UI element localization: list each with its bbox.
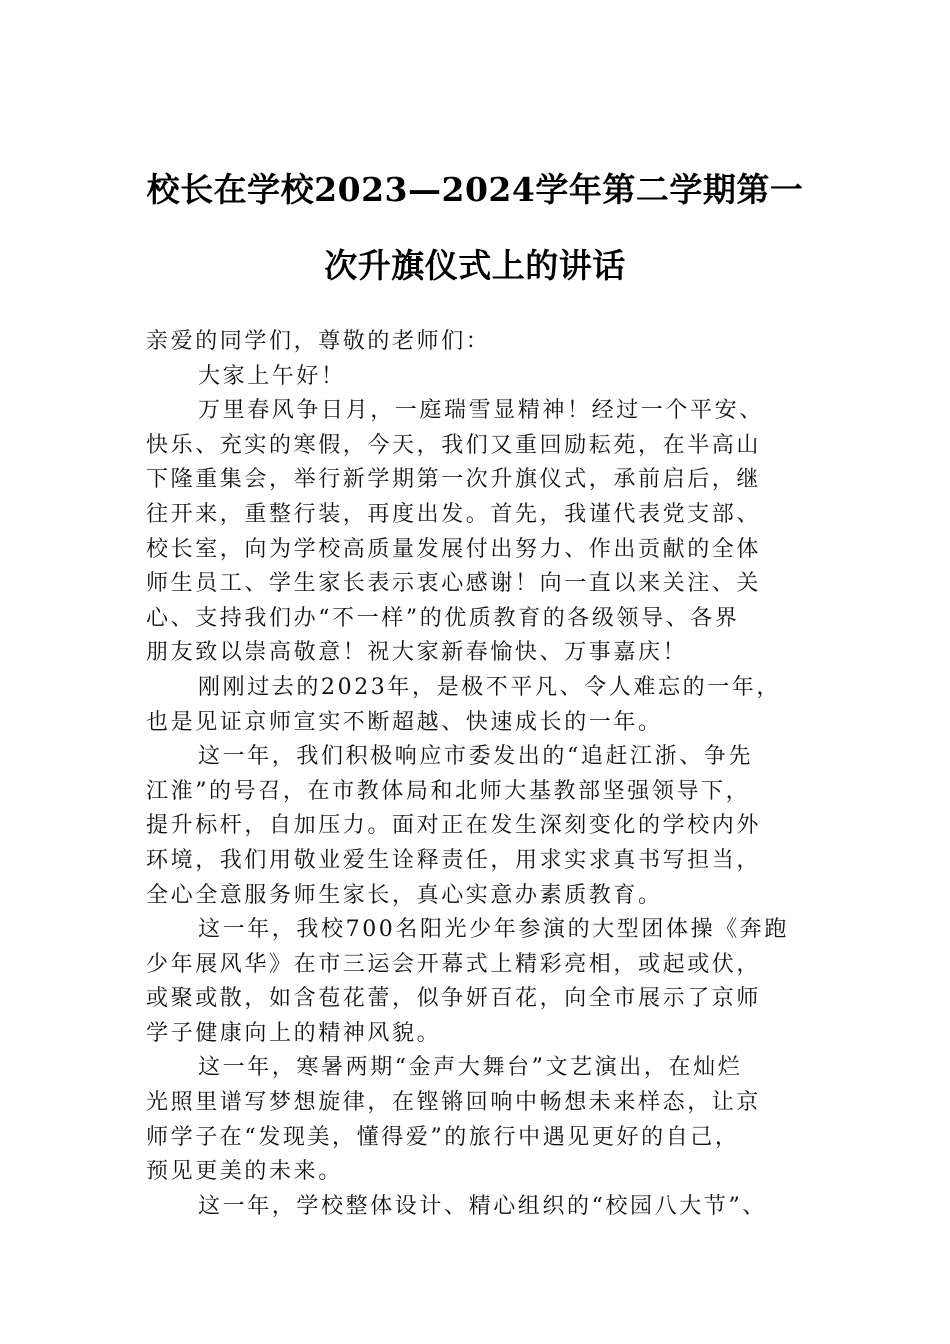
body-line: 提升标杆，自加压力。面对正在发生深刻变化的学校内外 [146, 813, 762, 839]
body-line: 亲爱的同学们，尊敬的老师们： [146, 329, 491, 354]
body-line: 师生员工、学生家长表示衷心感谢！向一直以来关注、关 [146, 571, 762, 597]
body-line: 少年展风华》在市三运会开幕式上精彩亮相，或起或伏， [146, 951, 762, 977]
body-line: 下隆重集会，举行新学期第一次升旗仪式，承前启后，继 [146, 467, 762, 493]
document-title [130, 152, 820, 304]
body-line: 这一年，我们积极响应市委发出的“追赶江浙、争先 [198, 744, 754, 770]
body-line: 光照里谱写梦想旋律，在铿锵回响中畅想未来样态，让京 [146, 1090, 762, 1116]
title-line: 次升旗仪式上的讲话 [324, 246, 626, 285]
title-line: 校长在学校2023—2024学年第二学期第一 [146, 170, 804, 209]
body-line: 全心全意服务师生家长，真心实意办素质教育。 [146, 882, 663, 908]
body-line: 这一年，学校整体设计、精心组织的“校园八大节”、 [198, 1193, 767, 1219]
document-body [146, 325, 810, 1224]
body-line: 环境，我们用敬业爱生诠释责任，用求实求真书写担当， [146, 847, 762, 873]
body-line: 也是见证京师宣实不断超越、快速成长的一年。 [146, 709, 663, 735]
body-line: 这一年，我校700名阳光少年参演的大型团体操《奔跑 [198, 917, 789, 943]
body-line: 万里春风争日月，一庭瑞雪显精神！经过一个平安、 [198, 398, 764, 424]
body-line: 刚刚过去的2023年，是极不平凡、令人难忘的一年， [198, 674, 781, 700]
body-line: 学子健康向上的精神风貌。 [146, 1020, 442, 1046]
body-line: 往开来，重整行装，再度出发。首先，我谨代表党支部、 [146, 501, 762, 527]
body-line: 大家上午好！ [198, 363, 346, 389]
body-line: 校长室，向为学校高质量发展付出努力、作出贡献的全体 [146, 536, 762, 562]
body-line: 或聚或散，如含苞花蕾，似争妍百花，向全市展示了京师 [146, 986, 762, 1012]
body-line: 快乐、充实的寒假，今天，我们又重回励耘苑，在半高山 [146, 432, 762, 458]
body-line: 这一年，寒暑两期“金声大舞台”文艺演出，在灿烂 [198, 1055, 743, 1081]
body-line: 朋友致以崇高敬意！祝大家新春愉快、万事嘉庆！ [146, 640, 688, 666]
body-line: 预见更美的未来。 [146, 1159, 343, 1185]
body-line: 江淮”的号召，在市教体局和北师大基教部坚强领导下， [146, 778, 751, 804]
body-line: 师学子在“发现美，懂得爱”的旅行中遇见更好的自己， [146, 1124, 740, 1150]
body-line: 心、支持我们办“不一样”的优质教育的各级领导、各界 [146, 605, 740, 631]
